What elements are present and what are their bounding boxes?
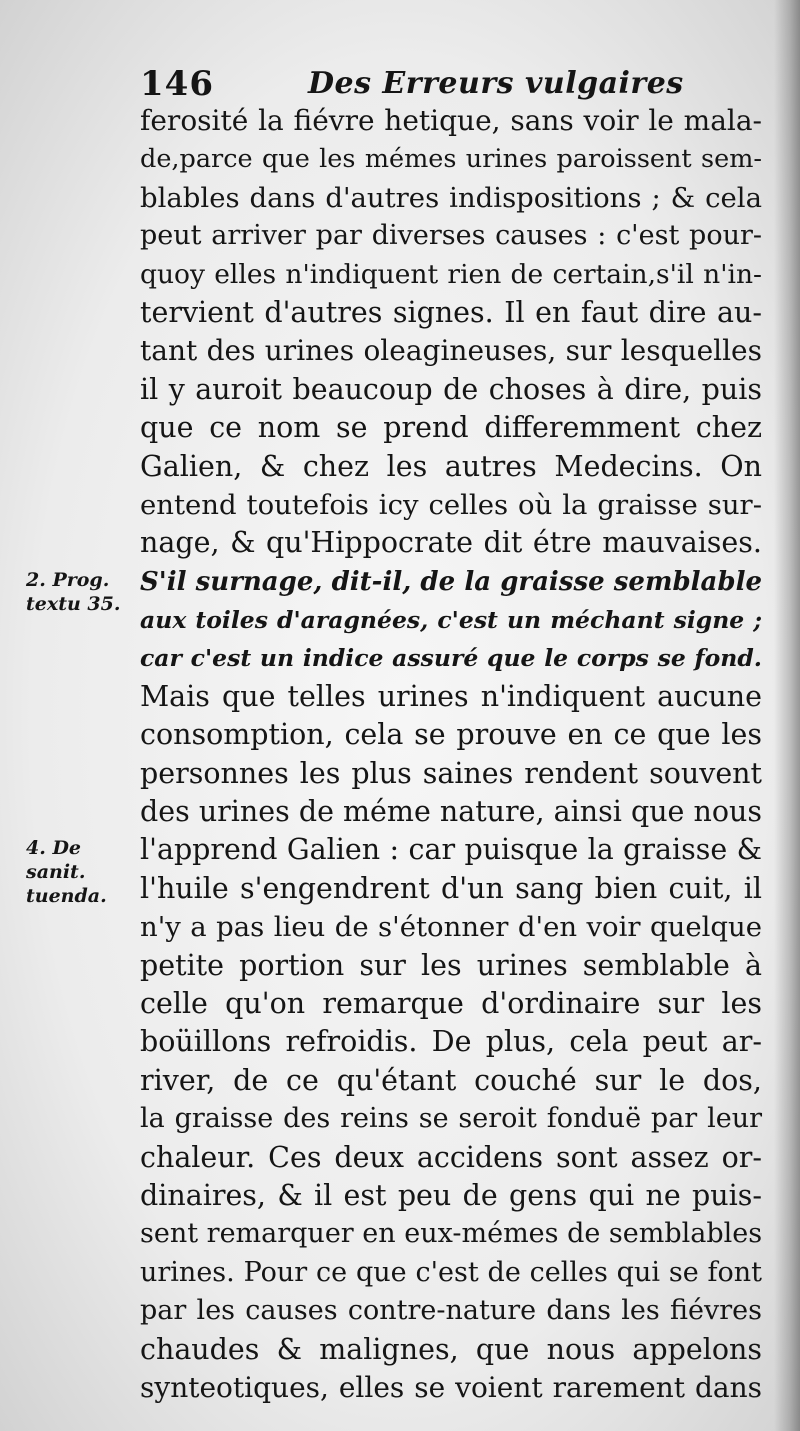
text-line: celle qu'on remarque d'ordinaire sur les <box>140 986 762 1020</box>
margin-note-de-sanitate <box>26 836 136 908</box>
margin-note-line: tuenda. <box>26 885 107 907</box>
text-line: petite portion sur les urines semblable à <box>140 948 762 982</box>
text-line: peut arriver par diverses causes : c'est pour- <box>140 220 762 252</box>
text-line: boüillons refroidis. De plus, cela peut ar- <box>140 1025 762 1059</box>
text-line: dinaires, & il est peu de gens qui ne puis- <box>140 1178 762 1212</box>
text-line: l'apprend Galien : car puisque la graisse & <box>140 833 762 867</box>
text-line: ferosité la fiévre hetique, sans voir le mala- <box>140 104 762 137</box>
text-line: nage, & qu'Hippocrate dit étre mauvaises. <box>140 526 762 560</box>
quoted-text-line: aux toiles d'aragnées, c'est un méchant signe ; <box>140 606 762 635</box>
text-line: tant des urines oleagineuses, sur lesquelles <box>140 334 762 368</box>
margin-note-line: sanit. <box>26 861 86 883</box>
text-line: blables dans d'autres indispositions ; & cela <box>140 181 762 214</box>
text-line: la graisse des reins se seroit fonduë par leur <box>140 1103 762 1135</box>
text-line: par les causes contre-nature dans les fiévres <box>140 1295 762 1327</box>
text-line: entend toutefois icy celles où la graisse sur- <box>140 488 762 521</box>
page-gutter-shadow <box>774 0 800 1431</box>
text-line: quoy elles n'indiquent rien de certain,s'il n'in- <box>140 258 762 290</box>
text-line: Mais que telles urines n'indiquent aucune <box>140 679 762 713</box>
text-line: personnes les plus saines rendent souvent <box>140 756 762 790</box>
text-line: de,parce que les mémes urines paroissent sem- <box>140 144 762 175</box>
text-line: que ce nom se prend differemment chez <box>140 411 762 445</box>
text-line: Galien, & chez les autres Medecins. On <box>140 449 762 483</box>
text-line: river, de ce qu'étant couché sur le dos, <box>140 1063 762 1097</box>
margin-note-prognostic <box>26 568 136 616</box>
text-line: chaudes & malignes, que nous appelons <box>140 1332 762 1366</box>
show-through-text <box>8 250 118 350</box>
text-line: sent remarquer en eux-mémes de semblables <box>140 1218 763 1250</box>
quoted-text-line: S'il surnage, dit-il, de la graisse semblable <box>140 566 762 597</box>
margin-note-line: 2. Prog. <box>26 569 110 591</box>
margin-note-line: textu 35. <box>26 593 121 615</box>
running-title: Des Erreurs vulgaires <box>308 66 684 101</box>
page-number: 146 <box>140 64 214 104</box>
body-text <box>140 102 762 1407</box>
margin-note-line: 4. De <box>26 837 82 859</box>
text-line: consomption, cela se prouve en ce que les <box>140 718 762 752</box>
text-line: n'y a pas lieu de s'étonner d'en voir quelque <box>140 911 762 944</box>
text-line: urines. Pour ce que c'est de celles qui se font <box>140 1256 762 1288</box>
text-line: chaleur. Ces deux accidens sont assez or- <box>140 1140 762 1174</box>
text-line: tervient d'autres signes. Il en faut dire au- <box>140 295 762 329</box>
text-line: l'huile s'engendrent d'un sang bien cuit, il <box>140 871 762 905</box>
text-line: des urines de méme nature, ainsi que nous <box>140 795 762 829</box>
quoted-text-line: car c'est un indice assuré que le corps se fond. <box>140 644 762 673</box>
text-line: synteotiques, elles se voient rarement dans <box>140 1370 762 1404</box>
text-line: il y auroit beaucoup de choses à dire, puis <box>140 372 762 406</box>
